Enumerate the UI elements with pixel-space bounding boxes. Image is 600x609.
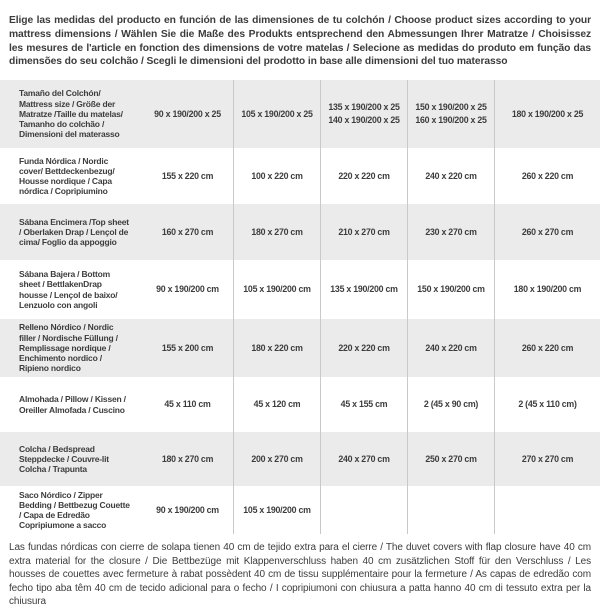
size-cell: 105 x 190/200 x 25 xyxy=(233,80,320,148)
size-cell: 90 x 190/200 cm xyxy=(156,504,219,515)
size-cell: 135 x 190/200 x 25 140 x 190/200 x 25 xyxy=(320,80,407,148)
size-cell: 240 x 270 cm xyxy=(320,432,407,486)
table-row xyxy=(0,148,600,204)
table-row xyxy=(0,432,600,486)
table-row xyxy=(0,319,600,377)
row-label: Sábana Encimera /Top sheet / Oberlaken Drap / Lençol de cima/ Foglio da appoggio xyxy=(19,216,129,248)
table-row xyxy=(0,486,600,534)
size-cell: 45 x 120 cm xyxy=(233,377,320,432)
size-cell: 230 x 270 cm xyxy=(407,204,494,260)
table-row xyxy=(0,80,600,148)
row-label: Sábana Bajera / Bottom sheet / BettlakenDrap housse / Lençol de baixo/ Lenzuolo con angoli xyxy=(19,269,118,310)
table-row xyxy=(0,260,600,319)
size-cell xyxy=(320,486,407,534)
table-row xyxy=(0,204,600,260)
row-label: Funda Nórdica / Nordic cover/ Bettdeckenbezug/ Housse nordique / Capa nórdica / Copripiumino xyxy=(19,155,115,197)
size-cell: 180 x 220 cm xyxy=(233,319,320,377)
size-cell: 250 x 270 cm xyxy=(407,432,494,486)
row-label: Saco Nórdico / Zipper Bedding / Bettbezug Couette / Capa de Edredão Copripiumone a sacco xyxy=(19,489,130,531)
size-cell: 155 x 200 cm xyxy=(161,342,214,353)
size-cell: 240 x 220 cm xyxy=(407,319,494,377)
size-table xyxy=(0,80,600,534)
size-cell: 220 x 220 cm xyxy=(320,319,407,377)
size-cell: 150 x 190/200 x 25 160 x 190/200 x 25 xyxy=(407,80,494,148)
row-label: Tamaño del Colchón/ Mattress size / Größe der Matratze /Taille du matelas/ Tamanho do colchão / Dimensioni del materasso xyxy=(19,88,123,140)
size-cell: 270 x 270 cm xyxy=(494,432,600,486)
size-cell: 105 x 190/200 cm xyxy=(233,260,320,319)
size-cell: 105 x 190/200 cm xyxy=(233,486,320,534)
size-cell: 260 x 270 cm xyxy=(494,204,600,260)
footnote-text: Las fundas nórdicas con cierre de solapa tienen 40 cm de tejido extra para el cierre / The duvet covers with flap closure have 40 cm extra material for the closure / Die Bettbezüge mit Klappenverschluss haben 40 cm zusätzlichen Stoff für den Verschluss / Les housses de couettes avec fermeture à rabat possèdent 40 cm de tissu supplémentaire pour la fermeture / As capas de edredão com fecho tipo aba têm 40 cm de tecido adicional para o fecho / I copripiumoni con chiusura a patta hanno 40 cm di tessuto extra per la chiusura xyxy=(9,542,591,608)
size-cell: 155 x 220 cm xyxy=(161,170,214,181)
size-cell: 45 x 155 cm xyxy=(320,377,407,432)
size-cell: 180 x 190/200 x 25 xyxy=(494,80,600,148)
size-cell: 90 x 190/200 x 25 xyxy=(154,108,221,119)
row-label: Almohada / Pillow / Kissen / Oreiller Almofada / Cuscino xyxy=(19,394,126,415)
size-cell: 135 x 190/200 cm xyxy=(320,260,407,319)
size-cell: 45 x 110 cm xyxy=(164,399,211,409)
size-cell xyxy=(407,486,494,534)
size-cell: 2 (45 x 90 cm) xyxy=(407,377,494,432)
size-cell: 180 x 270 cm xyxy=(233,204,320,260)
size-cell: 240 x 220 cm xyxy=(407,148,494,204)
size-cell: 260 x 220 cm xyxy=(494,319,600,377)
row-label: Relleno Nórdico / Nordic filler / Nordische Füllung / Remplissage nordique / Enchimento nordico / Ripieno nordico xyxy=(19,322,118,374)
table-row xyxy=(0,377,600,432)
size-cell xyxy=(494,486,600,534)
intro-text: Elige las medidas del producto en función de las dimensiones de tu colchón / Choose product sizes according to your mattress dimensions / Wählen Sie die Maße des Produkts entsprechend den Abmessungen Ihrer Matratze / Choisissez les mesures de l'article en fonction des dimensions de votre matelas / Selecione as medidas do produto em função das dimensões do seu colchão / Scegli le dimensioni del prodotto in base alle dimensioni del tuo materasso xyxy=(9,15,591,68)
row-label: Colcha / Bedspread Steppdecke / Couvre-lit Colcha / Trapunta xyxy=(19,443,109,475)
size-cell: 180 x 190/200 cm xyxy=(494,260,600,319)
size-cell: 260 x 220 cm xyxy=(494,148,600,204)
size-cell: 150 x 190/200 cm xyxy=(407,260,494,319)
size-cell: 100 x 220 cm xyxy=(233,148,320,204)
size-cell: 90 x 190/200 cm xyxy=(156,284,219,294)
size-cell: 220 x 220 cm xyxy=(320,148,407,204)
size-cell: 2 (45 x 110 cm) xyxy=(494,377,600,432)
size-cell: 180 x 270 cm xyxy=(161,453,214,464)
size-cell: 210 x 270 cm xyxy=(320,204,407,260)
size-cell: 200 x 270 cm xyxy=(233,432,320,486)
size-cell: 160 x 270 cm xyxy=(161,226,214,237)
